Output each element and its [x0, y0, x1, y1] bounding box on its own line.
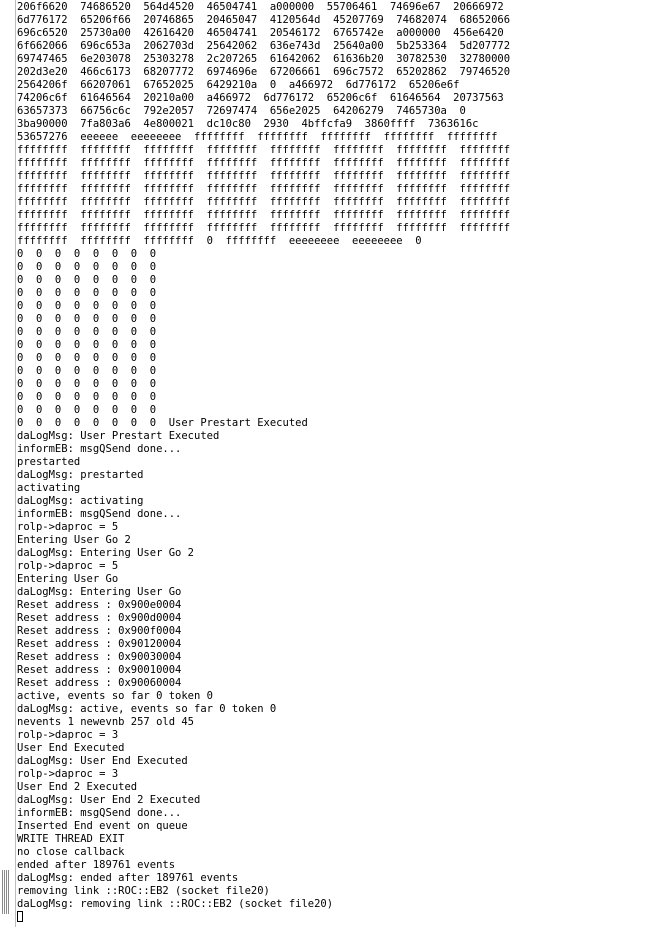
- terminal-line: Reset address : 0x90120004: [17, 638, 182, 650]
- terminal-line: 0 0 0 0 0 0 0 0: [17, 300, 157, 312]
- terminal-line: activating: [17, 482, 81, 494]
- terminal-line: informEB: msgQSend done...: [17, 508, 182, 520]
- terminal-line: ffffffff ffffffff ffffffff ffffffff ffffffff ffffffff ffffffff ffffffff: [17, 222, 511, 234]
- terminal-line: 0 0 0 0 0 0 0 0: [17, 248, 157, 260]
- terminal-line: Reset address : 0x90010004: [17, 664, 182, 676]
- terminal-line: active, events so far 0 token 0: [17, 690, 213, 702]
- terminal-line: User End Executed: [17, 742, 125, 754]
- terminal-line: 0 0 0 0 0 0 0 0: [17, 274, 157, 286]
- terminal-line: 0 0 0 0 0 0 0 0: [17, 378, 157, 390]
- terminal-line: ffffffff ffffffff ffffffff ffffffff ffffffff ffffffff ffffffff ffffffff: [17, 209, 511, 221]
- terminal-line: rolp->daproc = 3: [17, 729, 119, 741]
- terminal-scrollbar[interactable]: [0, 0, 16, 927]
- terminal-line: Reset address : 0x90030004: [17, 651, 182, 663]
- terminal-line: 0 0 0 0 0 0 0 0 User Prestart Executed: [17, 417, 308, 429]
- terminal-line: rolp->daproc = 5: [17, 560, 119, 572]
- text-cursor: [17, 911, 23, 922]
- terminal-line: prestarted: [17, 456, 81, 468]
- terminal-line: 2564206f 66207061 67652025 6429210a 0 a466972 6d776172 65206e6f: [17, 79, 460, 91]
- terminal-line: daLogMsg: removing link ::ROC::EB2 (socket file20): [17, 898, 334, 910]
- terminal-line: 74206c6f 61646564 20210a00 a466972 6d776172 65206c6f 61646564 20737563: [17, 92, 504, 104]
- terminal-line: daLogMsg: Entering User Go 2: [17, 547, 195, 559]
- terminal-line: daLogMsg: User Prestart Executed: [17, 430, 220, 442]
- terminal-line: ffffffff ffffffff ffffffff 0 ffffffff eeeeeeee eeeeeeee 0: [17, 235, 422, 247]
- terminal-line: daLogMsg: ended after 189761 events: [17, 872, 239, 884]
- terminal-line: ended after 189761 events: [17, 859, 176, 871]
- terminal-line: Reset address : 0x900f0004: [17, 625, 182, 637]
- terminal-line: ffffffff ffffffff ffffffff ffffffff ffffffff ffffffff ffffffff ffffffff: [17, 196, 511, 208]
- terminal-line: WRITE THREAD EXIT: [17, 833, 125, 845]
- terminal-line: informEB: msgQSend done...: [17, 807, 182, 819]
- terminal-line: 0 0 0 0 0 0 0 0: [17, 404, 157, 416]
- terminal-line: 0 0 0 0 0 0 0 0: [17, 313, 157, 325]
- terminal-line: 0 0 0 0 0 0 0 0: [17, 261, 157, 273]
- terminal-line: 0 0 0 0 0 0 0 0: [17, 365, 157, 377]
- terminal-line: Entering User Go: [17, 573, 119, 585]
- terminal-line: 0 0 0 0 0 0 0 0: [17, 352, 157, 364]
- terminal-line: 69747465 6e203078 25303278 2c207265 61642062 61636b20 30782530 32780000: [17, 53, 511, 65]
- terminal-line: 0 0 0 0 0 0 0 0: [17, 339, 157, 351]
- terminal-line: daLogMsg: User End 2 Executed: [17, 794, 201, 806]
- terminal-line: daLogMsg: Entering User Go: [17, 586, 182, 598]
- terminal-prompt-line[interactable]: [17, 911, 647, 924]
- terminal-line: no close callback: [17, 846, 125, 858]
- scrollbar-grip[interactable]: [2, 870, 9, 914]
- terminal-line: daLogMsg: activating: [17, 495, 144, 507]
- terminal-line: 202d3e20 466c6173 68207772 6974696e 67206661 696c7572 65202862 79746520: [17, 66, 511, 78]
- terminal-line: informEB: msgQSend done...: [17, 443, 182, 455]
- terminal-line: nevents 1 newevnb 257 old 45: [17, 716, 195, 728]
- terminal-line: ffffffff ffffffff ffffffff ffffffff ffffffff ffffffff ffffffff ffffffff: [17, 170, 511, 182]
- terminal-line: Reset address : 0x900e0004: [17, 599, 182, 611]
- terminal-line: Reset address : 0x90060004: [17, 677, 182, 689]
- terminal-line: 206f6620 74686520 564d4520 46504741 a000000 55706461 74696e67 20666972: [17, 1, 504, 13]
- terminal-line: 3ba90000 7fa803a6 4e800021 dc10c80 2930 4bffcfa9 3860ffff 7363616c: [17, 118, 479, 130]
- terminal-line: User End 2 Executed: [17, 781, 138, 793]
- terminal-line: 0 0 0 0 0 0 0 0: [17, 287, 157, 299]
- terminal-line: 6f662066 696c653a 2062703d 25642062 636e743d 25640a00 5b253364 5d207772: [17, 40, 511, 52]
- terminal-line: rolp->daproc = 5: [17, 521, 119, 533]
- terminal-line: daLogMsg: active, events so far 0 token 0: [17, 703, 277, 715]
- terminal-line: Inserted End event on queue: [17, 820, 188, 832]
- terminal-line: 696c6520 25730a00 42616420 46504741 20546172 6765742e a000000 456e6420: [17, 27, 504, 39]
- terminal-line: Reset address : 0x900d0004: [17, 612, 182, 624]
- terminal-line: ffffffff ffffffff ffffffff ffffffff ffffffff ffffffff ffffffff ffffffff: [17, 144, 511, 156]
- terminal-line: 6d776172 65206f66 20746865 20465047 4120564d 45207769 74682074 68652066: [17, 14, 511, 26]
- terminal-line: removing link ::ROC::EB2 (socket file20): [17, 885, 270, 897]
- terminal-line: 0 0 0 0 0 0 0 0: [17, 326, 157, 338]
- terminal-line: 0 0 0 0 0 0 0 0: [17, 391, 157, 403]
- terminal-line: rolp->daproc = 3: [17, 768, 119, 780]
- terminal-line: Entering User Go 2: [17, 534, 131, 546]
- terminal-line: daLogMsg: prestarted: [17, 469, 144, 481]
- terminal-line: ffffffff ffffffff ffffffff ffffffff ffffffff ffffffff ffffffff ffffffff: [17, 157, 511, 169]
- terminal-line: 53657276 eeeeee eeeeeeee ffffffff ffffffff ffffffff ffffffff ffffffff: [17, 131, 498, 143]
- terminal-line: 63657373 66756c6c 792e2057 72697474 656e2025 64206279 7465730a 0: [17, 105, 466, 117]
- terminal-output: [17, 1, 647, 924]
- terminal-line: ffffffff ffffffff ffffffff ffffffff ffffffff ffffffff ffffffff ffffffff: [17, 183, 511, 195]
- terminal-line: daLogMsg: User End Executed: [17, 755, 188, 767]
